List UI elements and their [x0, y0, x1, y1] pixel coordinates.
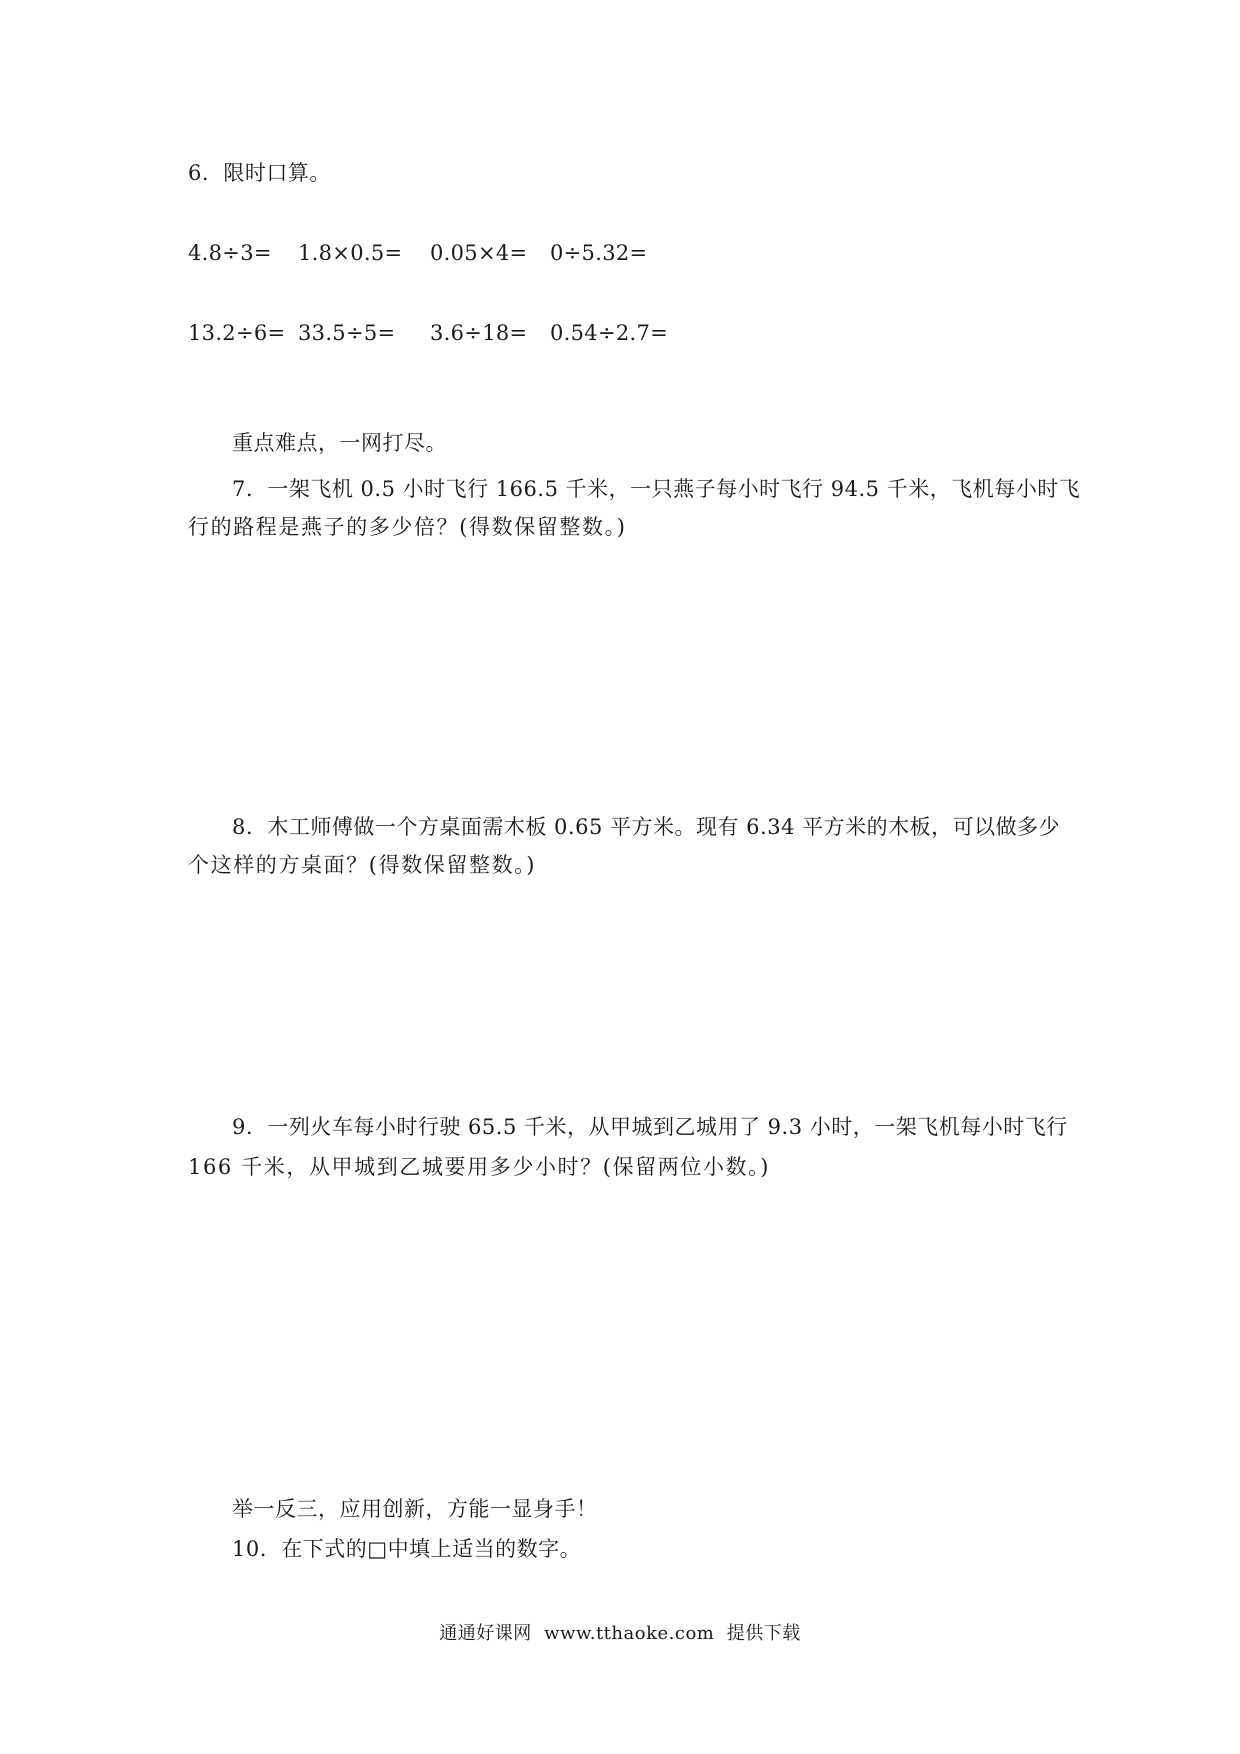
- oral-calc-item: 0÷5.32=: [550, 241, 648, 265]
- oral-calc-item: 33.5÷5=: [298, 321, 396, 345]
- question-9-line-2: 166 千米，从甲城到乙城要用多少小时？(保留两位小数。): [188, 1155, 771, 1179]
- section-heading-apply-innovate: 举一反三，应用创新，方能一显身手！: [232, 1497, 598, 1521]
- oral-calc-item: 13.2÷6=: [188, 321, 286, 345]
- section-heading-key-points: 重点难点，一网打尽。: [232, 431, 447, 455]
- oral-calc-item: 0.05×4=: [430, 241, 528, 265]
- oral-calc-item: 0.54÷2.7=: [550, 321, 669, 345]
- question-7-line-2: 行的路程是燕子的多少倍？(得数保留整数。): [188, 515, 627, 539]
- oral-calc-item: 4.8÷3=: [188, 241, 272, 265]
- question-7-line-1: 7. 一架飞机 0.5 小时飞行 166.5 千米，一只燕子每小时飞行 94.5 千米，飞机每小时飞: [232, 477, 1081, 501]
- question-6-title: 6. 限时口算。: [188, 161, 331, 185]
- question-8-line-2: 个这样的方桌面？(得数保留整数。): [188, 853, 537, 877]
- question-8-line-1: 8. 木工师傅做一个方桌面需木板 0.65 平方米。现有 6.34 平方米的木板，可以做多少: [232, 815, 1061, 839]
- page-footer: 通通好课网 www.tthaoke.com 提供下载: [439, 1623, 801, 1644]
- question-9-line-1: 9. 一列火车每小时行驶 65.5 千米，从甲城到乙城用了 9.3 小时，一架飞机每小时飞行: [232, 1115, 1068, 1139]
- oral-calc-item: 1.8×0.5=: [298, 241, 403, 265]
- question-10-title: 10. 在下式的□中填上适当的数字。: [232, 1537, 582, 1561]
- oral-calc-item: 3.6÷18=: [430, 321, 528, 345]
